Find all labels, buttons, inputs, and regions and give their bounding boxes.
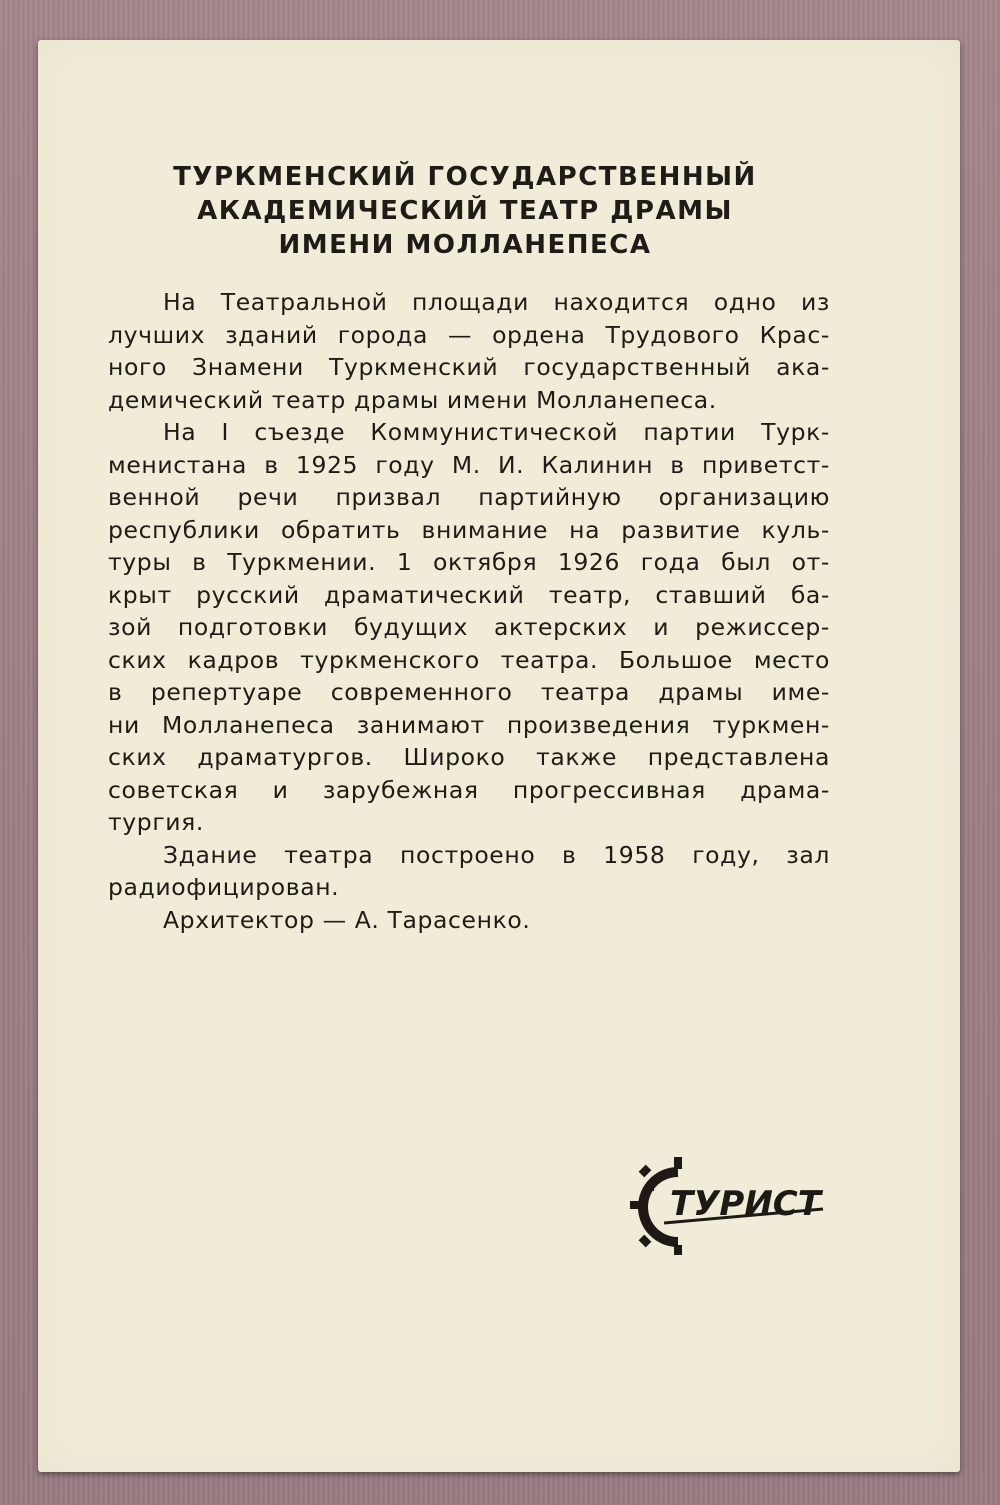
- body-line: На I съезде Коммунистической партии Турк-: [163, 418, 830, 446]
- body-line: радиофицирован.: [108, 873, 340, 901]
- body-line: республики обратить внимание на развитие куль-: [108, 515, 830, 544]
- body-line: туры в Туркмении. 1 октября 1926 года был от-: [108, 548, 830, 576]
- body-line: демический театр драмы имени Молланепеса.: [108, 385, 717, 414]
- logo-text: ТУРИСТ: [670, 1184, 821, 1224]
- body-line: крыт русский драматический театр, ставший ба-: [108, 580, 830, 609]
- body-line: Архитектор — А. Тарасенко.: [163, 905, 531, 934]
- title-line: АКАДЕМИЧЕСКИЙ ТЕАТР ДРАМЫ: [197, 196, 733, 226]
- body-line: советская и зарубежная прогрессивная драма-: [108, 775, 830, 804]
- title-block: [150, 160, 780, 262]
- body-text: [108, 286, 830, 936]
- body-line: Здание театра построено в 1958 году, зал: [163, 840, 830, 869]
- body-line: ни Молланепеса занимают произведения туркмен-: [108, 710, 830, 739]
- body-line: венной речи призвал партийную организацию: [108, 483, 830, 511]
- title-line: ТУРКМЕНСКИЙ ГОСУДАРСТВЕННЫЙ: [173, 162, 757, 192]
- turist-logo: [618, 1145, 838, 1255]
- body-line: ских кадров туркменского театра. Большое место: [108, 645, 830, 674]
- body-line: менистана в 1925 году М. И. Калинин в приветст-: [108, 450, 830, 479]
- gear-logo-icon: [618, 1145, 838, 1255]
- body-line: зой подготовки будущих актерских и режиссер-: [108, 613, 830, 641]
- body-line: тургия.: [108, 808, 204, 836]
- body-line: На Театральной площади находится одно из: [163, 288, 830, 316]
- body-line: ских драматургов. Широко также представлена: [108, 743, 830, 771]
- body-line: лучших зданий города — ордена Трудового Крас-: [108, 320, 830, 349]
- body-line: ного Знамени Туркменский государственный ака-: [108, 353, 830, 381]
- body-line: в репертуаре современного театра драмы име-: [108, 678, 830, 706]
- title-line: ИМЕНИ МОЛЛАНЕПЕСА: [278, 230, 652, 260]
